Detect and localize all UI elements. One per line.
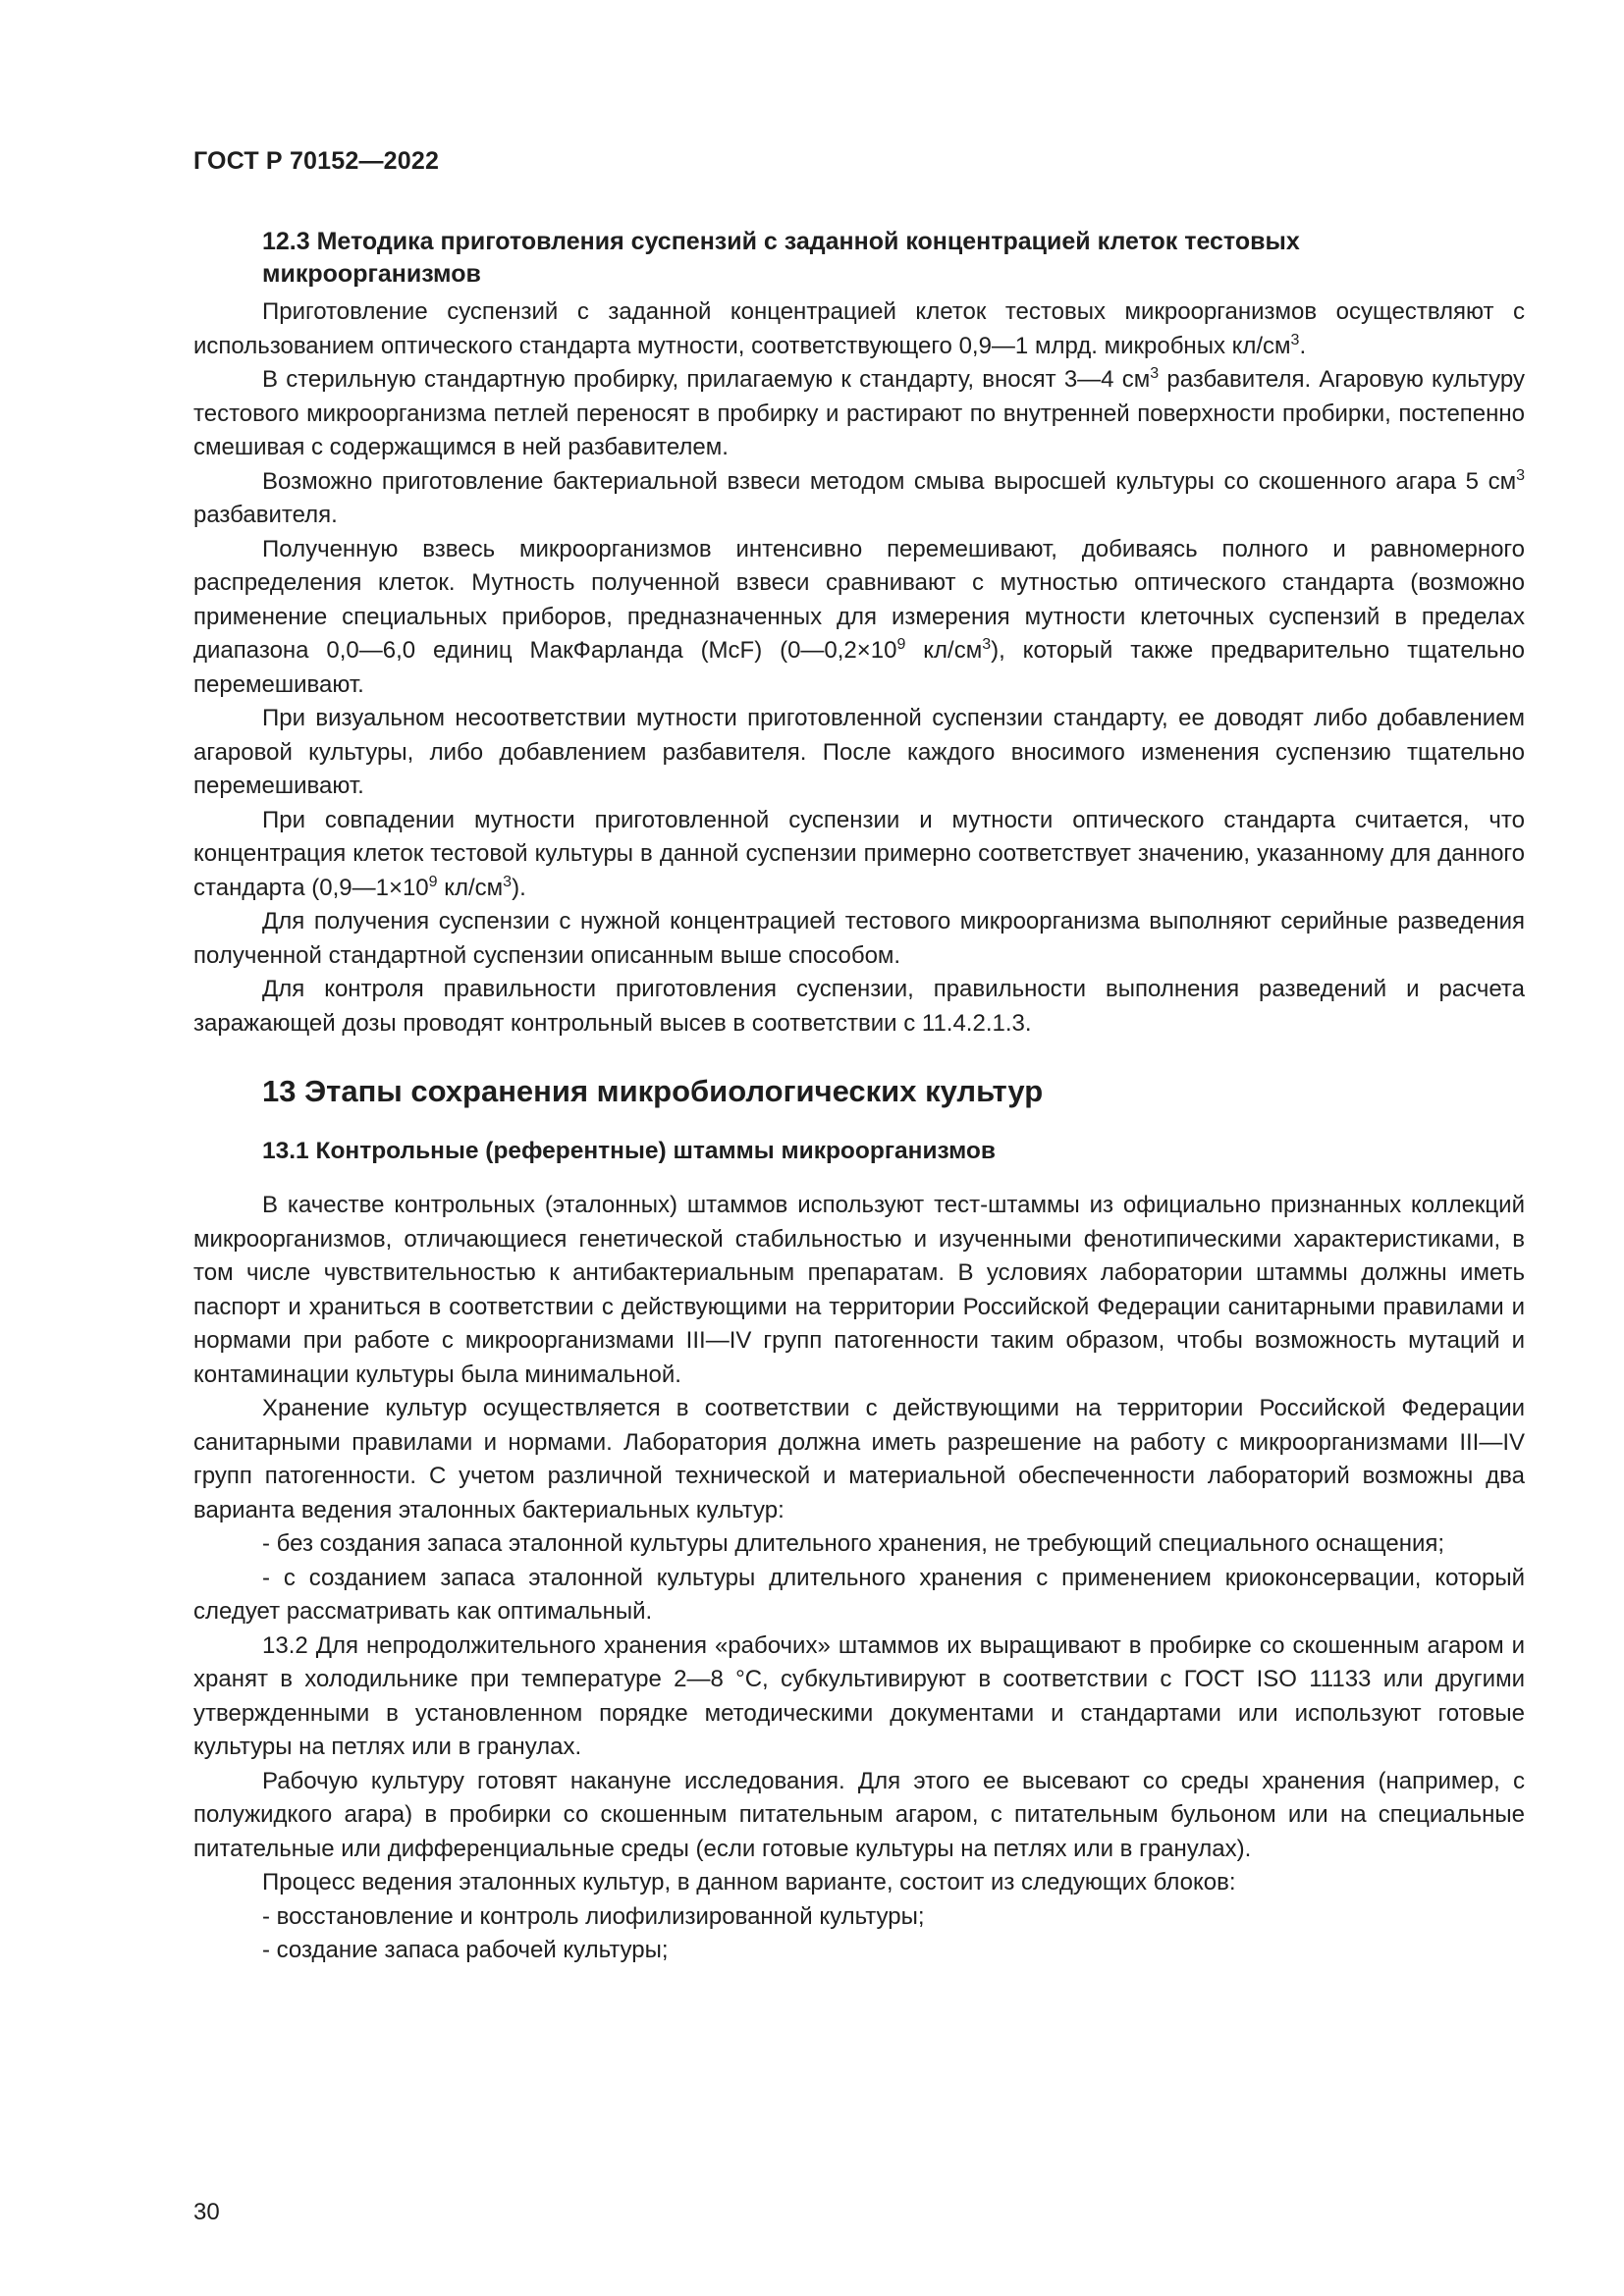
paragraph: Полученную взвесь микроорганизмов интенсивно перемешивают, добиваясь полного и равномерного распределения клеток. Мутность полученной взвеси сравнивают с мутностью оптического стандарта (возможно применение специальных приборов, предназначенных для измерения мутности клеточных суспензий в пределах диапазона 0,0—6,0 единиц МакФарланда (McF) ($0—0,2\times 10^9$ $кл/см^3$), который также предварительно тщательно перемешивают.: [193, 535, 1526, 698]
list-item: - создание запаса рабочей культуры;: [262, 1937, 669, 1963]
standard-code-header: ГОСТ Р 70152—2022: [193, 147, 440, 175]
paragraph: Для получения суспензии с нужной концентрацией тестового микроорганизма выполняют серийные разведения полученной стандартной суспензии описанным выше способом.: [193, 908, 1525, 969]
list-item: - восстановление и контроль лиофилизированной культуры;: [262, 1902, 925, 1930]
page-number: 30: [193, 2199, 220, 2225]
list-item: - с созданием запаса эталонной культуры длительного хранения с применением криоконсервации, который следует рассматривать как оптимальный.: [193, 1564, 1525, 1625]
paragraph: 13.2 Для непродолжительного хранения «рабочих» штаммов их выращивают в пробирке со скошенным агаром и хранят в холодильнике при температуре 2—8 °С, субкультивируют в соответствии с ГОСТ ISO 11133 или другими утвержденными в установленном порядке методическими документами и стандартами или используют готовые культуры на петлях или в гранулах.: [193, 1631, 1525, 1760]
paragraph: Приготовление суспензий с заданной концентрацией клеток тестовых микроорганизмов осуществляют с использованием оптического стандарта мутности, соответствующего 0,9—1 млрд. микробных $кл/см^3$.: [193, 298, 1525, 359]
paragraph: В качестве контрольных (эталонных) штаммов используют тест-штаммы из официально признанных коллекций микроорганизмов, отличающиеся генетической стабильностью и изученными фенотипическими характеристиками, в том числе чувствительностью к антибактериальным препаратам. В условиях лаборатории штаммы должны иметь паспорт и храниться в соответствии с действующими на территории Российской Федерации санитарными правилами и нормами при работе с микроорганизмами III—IV групп патогенности таким образом, чтобы возможность мутаций и контаминации культуры была минимальной.: [193, 1192, 1525, 1388]
paragraph: В стерильную стандартную пробирку, прилагаемую к стандарту, вносят 3—4 $см^3$ разбавителя. Агаровую культуру тестового микроорганизма петлей переносят в пробирку и растирают по внутренней поверхности пробирки, постепенно смешивая с содержащимся в ней разбавителем.: [193, 365, 1525, 460]
paragraph: Процесс ведения эталонных культур, в данном варианте, состоит из следующих блоков:: [262, 1869, 1236, 1896]
list-item: - без создания запаса эталонной культуры длительного хранения, не требующий специального оснащения;: [262, 1530, 1445, 1557]
paragraph: Возможно приготовление бактериальной взвеси методом смыва выросшей культуры со скошенного агара 5 $см^3$ разбавителя.: [193, 466, 1525, 528]
section-12-3-title: 12.3 Методика приготовления суспензий с заданной концентрацией клеток тестовых микроорганизмов: [262, 228, 1300, 288]
paragraph: При визуальном несоответствии мутности приготовленной суспензии стандарту, ее доводят либо добавлением агаровой культуры, либо добавлением разбавителя. После каждого вносимого изменения суспензию тщательно перемешивают.: [193, 705, 1525, 799]
paragraph: Рабочую культуру готовят накануне исследования. Для этого ее высевают со среды хранения (например, с полужидкого агара) в пробирки со скошенным питательным агаром, с питательным бульоном или на специальные питательные или дифференциальные среды (если готовые культуры на петлях или в гранулах).: [193, 1767, 1525, 1862]
section-13-title: 13 Этапы сохранения микробиологических культур: [262, 1074, 1044, 1108]
page-body: [193, 226, 1525, 1968]
paragraph: Для контроля правильности приготовления суспензии, правильности выполнения разведений и расчета заражающей дозы проводят контрольный высев в соответствии с 11.4.2.1.3.: [193, 976, 1525, 1037]
paragraph: При совпадении мутности приготовленной суспензии и мутности оптического стандарта считается, что концентрация клеток тестовой культуры в данной суспензии примерно соответствует значению, указанному для данного стандарта ($0,9—1\times 10^9$ $кл/см^3$).: [193, 806, 1525, 901]
paragraph: Хранение культур осуществляется в соответствии с действующими на территории Российской Федерации санитарными правилами и нормами. Лаборатория должна иметь разрешение на работу с микроорганизмами III—IV групп патогенности. С учетом различной технической и материальной обеспеченности лабораторий возможны два варианта ведения эталонных бактериальных культур:: [193, 1395, 1525, 1523]
section-13-1-title: 13.1 Контрольные (референтные) штаммы микроорганизмов: [262, 1138, 996, 1164]
